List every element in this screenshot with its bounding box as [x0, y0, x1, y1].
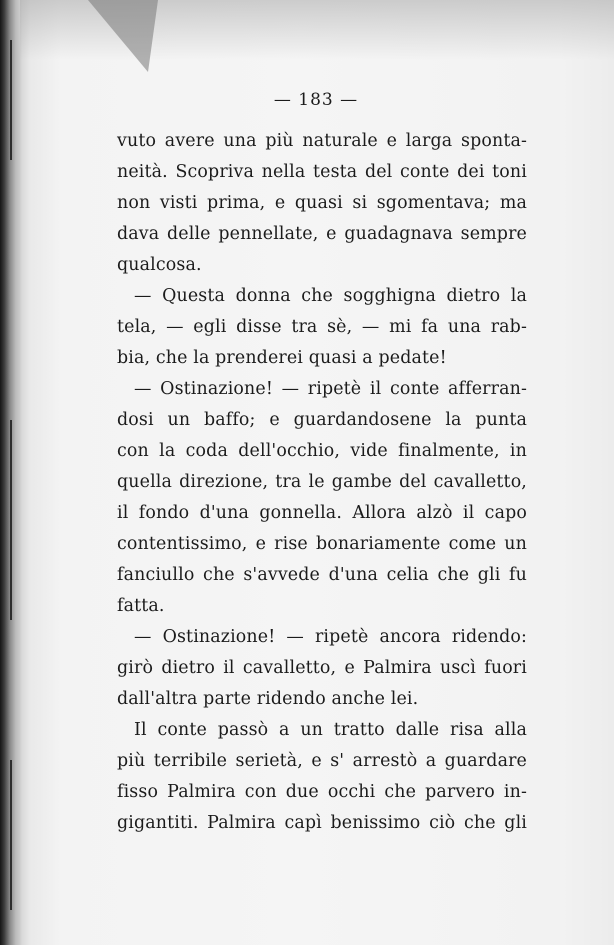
text-line: qualcosa. — [117, 255, 202, 275]
text-line: dosi un baffo; e guardandosene la punta — [117, 410, 527, 430]
page-number: — 183 — — [273, 90, 359, 110]
text-line: — Ostinazione! — ripetè il conte afferran- — [134, 379, 527, 399]
spine-crease — [10, 420, 12, 620]
text-line: fatta. — [117, 596, 165, 616]
text-line: Il conte passò a un tratto dalle risa alla — [134, 720, 527, 740]
text-line: il fondo d'una gonnella. Allora alzò il capo — [117, 503, 527, 523]
spine-crease — [10, 760, 12, 910]
text-line: contentissimo, e rise bonariamente come un — [117, 534, 527, 554]
text-line: quella direzione, tra le gambe del cavalletto, — [117, 472, 527, 492]
text-line: girò dietro il cavalletto, e Palmira uscì fuori — [117, 658, 527, 678]
text-line: dall'altra parte ridendo anche lei. — [117, 689, 419, 709]
text-line: vuto avere una più naturale e larga sponta- — [117, 131, 527, 151]
text-line: più terribile serietà, e s' arrestò a guardare — [117, 751, 527, 771]
text-line: fisso Palmira con due occhi che parvero in- — [117, 782, 527, 802]
text-line: neità. Scopriva nella testa del conte dei toni — [117, 162, 527, 182]
text-line: — Ostinazione! — ripetè ancora ridendo: — [134, 627, 527, 647]
text-line: — Questa donna che sogghigna dietro la — [134, 286, 527, 306]
text-line: dava delle pennellate, e guadagnava sempre — [117, 224, 527, 244]
text-line: gigantiti. Palmira capì benissimo ciò che gli — [117, 813, 527, 833]
text-line: non visti prima, e quasi si sgomentava; ma — [117, 193, 527, 213]
text-line: con la coda dell'occhio, vide finalmente, in — [117, 441, 527, 461]
text-line: fanciullo che s'avvede d'una celia che gli fu — [117, 565, 527, 585]
text-line: tela, — egli disse tra sè, — mi fa una rab- — [117, 317, 527, 337]
body-text — [117, 126, 527, 839]
page-corner-tear — [88, 0, 158, 72]
text-line: bia, che la prenderei quasi a pedate! — [117, 348, 447, 368]
